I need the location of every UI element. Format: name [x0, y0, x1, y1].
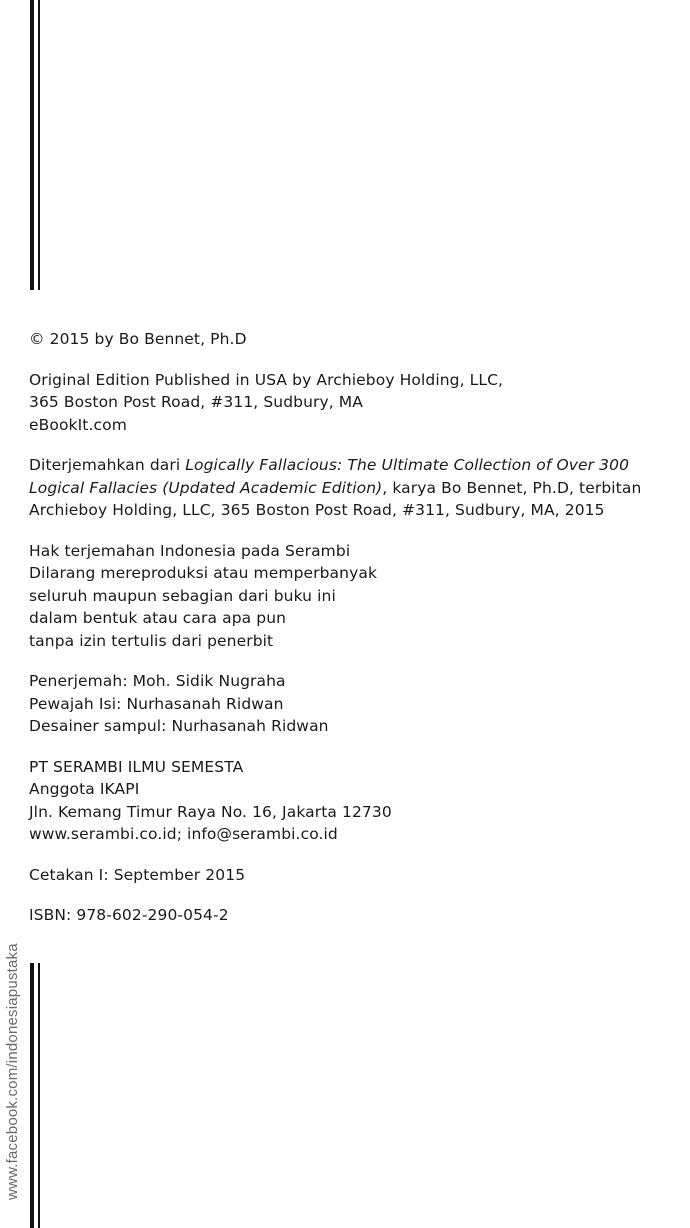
rights-line-2: Dilarang mereproduksi atau memperbanyak — [29, 564, 378, 582]
translation-prefix: Diterjemahkan dari — [29, 456, 186, 474]
credit-interior-designer: Pewajah Isi: Nurhasanah Ridwan — [29, 694, 284, 713]
vertical-watermark: www.facebook.com/indonesiapustaka — [4, 943, 21, 1200]
original-edition-line-2: 365 Boston Post Road, #311, Sudbury, MA — [29, 393, 363, 411]
printing-edition: Cetakan I: September 2015 — [29, 865, 246, 884]
translation-note-line-3: Archieboy Holding, LLC, 365 Boston Post Road, #311, Sudbury, MA, 2015 — [29, 501, 605, 519]
isbn-number: ISBN: 978-602-290-054-2 — [29, 906, 229, 924]
translation-note-line-1 — [29, 454, 679, 477]
credit-cover-designer: Desainer sampul: Nurhasanah Ridwan — [29, 717, 329, 735]
rights-line-4: dalam bentuk atau cara apa pun — [29, 609, 287, 627]
source-title-part-2: Logical Fallacies (Updated Academic Edition) — [29, 478, 383, 497]
bottom-decorative-bar-thin — [38, 963, 40, 1228]
original-edition-line-1: Original Edition Published in USA by Archieboy Holding, LLC, — [29, 370, 504, 389]
publisher-address: Jln. Kemang Timur Raya No. 16, Jakarta 12730 — [29, 802, 392, 821]
bottom-decorative-bar-thick — [30, 963, 34, 1228]
credit-translator: Penerjemah: Moh. Sidik Nugraha — [29, 672, 286, 690]
translation-suffix: , karya Bo Bennet, Ph.D, terbitan — [382, 478, 642, 497]
copyright-page-content — [29, 328, 679, 945]
rights-line-3: seluruh maupun sebagian dari buku ini — [29, 586, 336, 605]
top-decorative-bar-thin — [38, 0, 40, 290]
translation-note-line-2 — [29, 477, 679, 500]
rights-block — [29, 540, 679, 653]
publisher-block — [29, 756, 679, 846]
rights-line-5: tanpa izin tertulis dari penerbit — [29, 631, 274, 650]
publisher-name: PT SERAMBI ILMU SEMESTA — [29, 757, 244, 776]
original-edition-block — [29, 369, 679, 437]
publisher-contact: www.serambi.co.id; info@serambi.co.id — [29, 825, 338, 843]
publisher-membership: Anggota IKAPI — [29, 780, 140, 798]
source-title-part-1: Logically Fallacious: The Ultimate Collection of Over 300 — [185, 456, 630, 474]
printing-block — [29, 864, 679, 887]
rights-line-1: Hak terjemahan Indonesia pada Serambi — [29, 541, 351, 560]
translation-note-block — [29, 454, 679, 522]
original-edition-line-3: eBookIt.com — [29, 415, 127, 434]
credits-block — [29, 670, 679, 738]
copyright-line: © 2015 by Bo Bennet, Ph.D — [29, 330, 247, 348]
copyright-block — [29, 328, 679, 351]
isbn-block — [29, 904, 679, 927]
top-decorative-bar-thick — [30, 0, 34, 290]
